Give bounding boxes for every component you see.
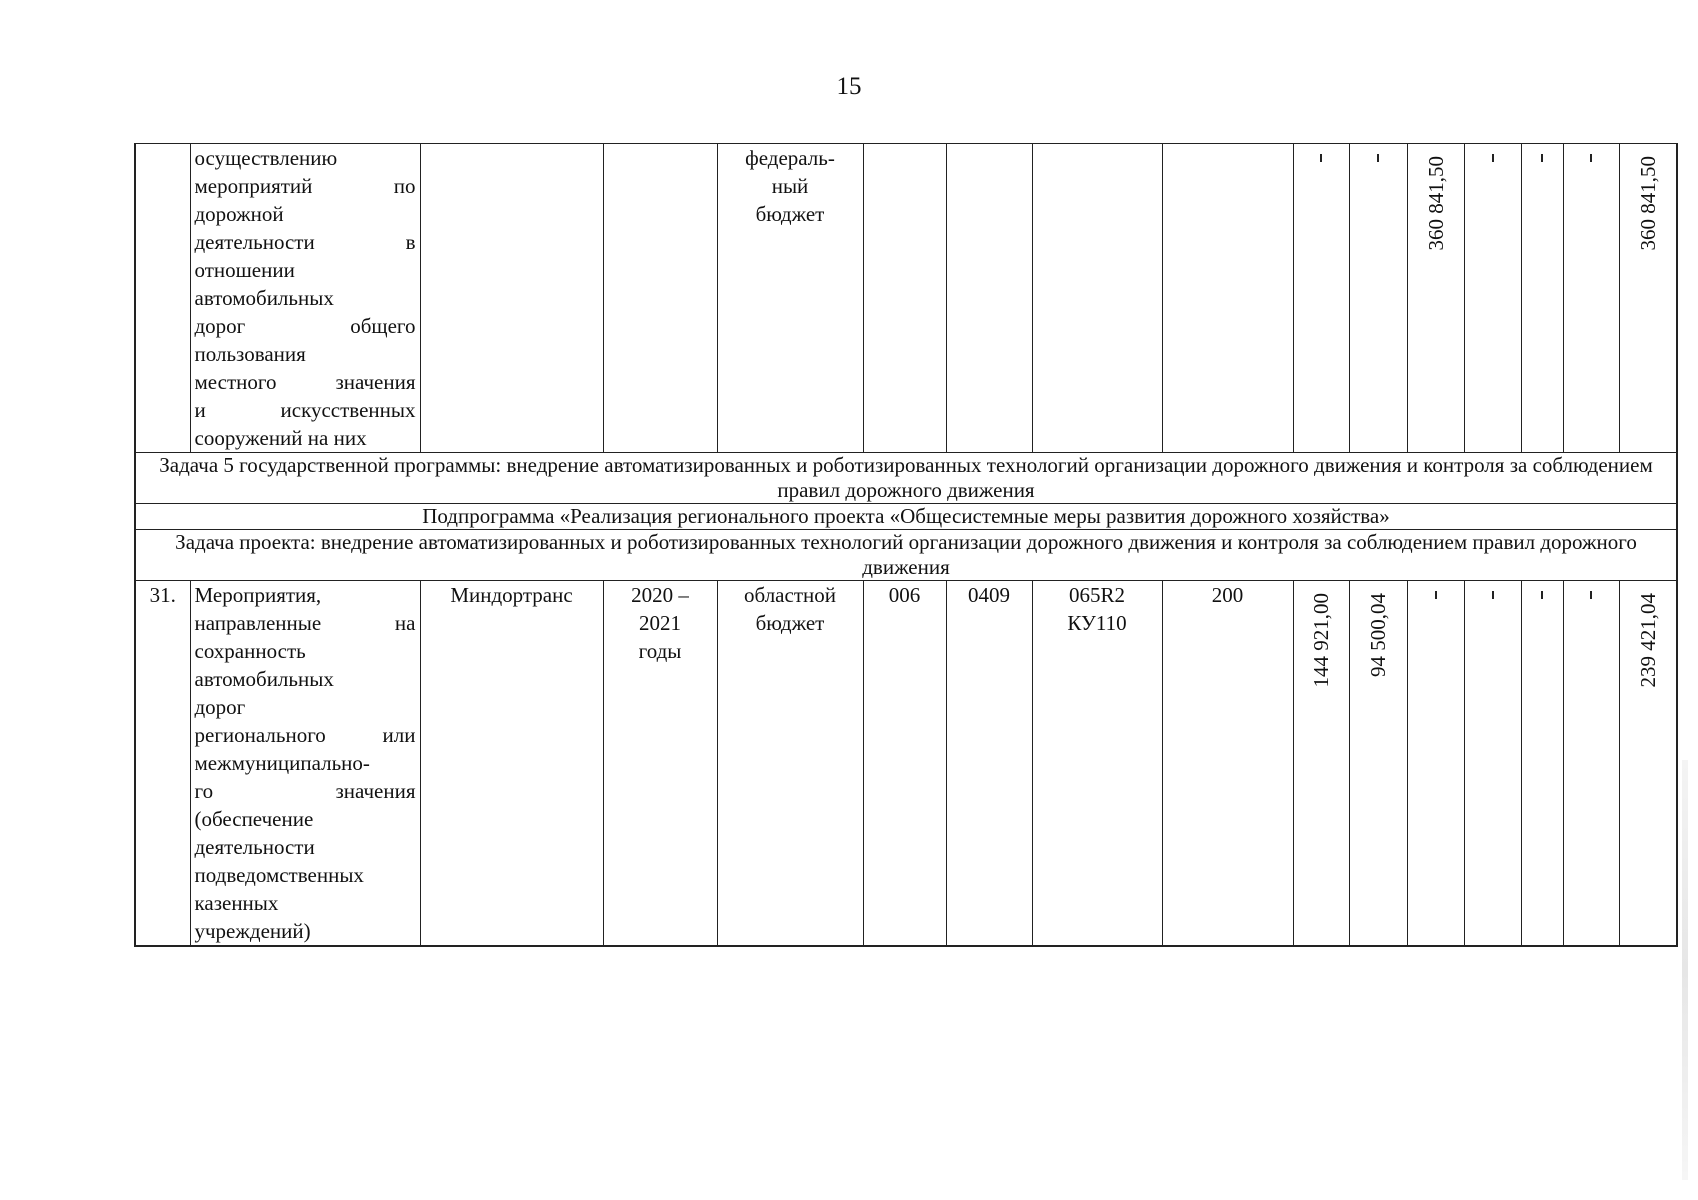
csr-cell: [1032, 144, 1162, 453]
year-2021-value: 94 500,04: [1366, 593, 1390, 677]
description-cell: осуществлению мероприятий по дорожной деятельности в отношении автомобильных дорог общего пользования местного значения и искусственных сооружений на них: [190, 144, 420, 453]
budget-table: [134, 143, 1678, 947]
dash-mark: [1590, 591, 1592, 599]
scan-edge-artifact: [1682, 760, 1688, 1180]
year-2022-cell: [1407, 581, 1464, 947]
year-2021-cell: [1349, 581, 1407, 947]
year-2020-cell: [1293, 581, 1349, 947]
vr-cell: [1162, 144, 1293, 453]
table-row: [135, 581, 1677, 947]
rzpr-cell: 0409: [946, 581, 1032, 947]
description-cell: Мероприятия, направленные на сохранность автомобильных дорог регионального или межмуниципально- го значения (обеспечение деятельности подведомственных казенных учреждений): [190, 581, 420, 947]
section-heading-row: [135, 504, 1677, 530]
year-2020-value: 144 921,00: [1309, 593, 1333, 688]
section-heading-row: [135, 453, 1677, 504]
total-cell: [1619, 581, 1677, 947]
dash-mark: [1541, 154, 1543, 162]
dash-mark: [1492, 154, 1494, 162]
funding-source-cell: федераль-ный бюджет: [717, 144, 863, 453]
dash-mark: [1377, 154, 1379, 162]
executor-cell: Миндортранс: [420, 581, 603, 947]
period-cell: 2020 – 2021 годы: [603, 581, 717, 947]
total-value: 239 421,04: [1635, 593, 1660, 688]
grbs-cell: 006: [863, 581, 946, 947]
project-task-heading: Задача проекта: внедрение автоматизированных и роботизированных технологий организации дорожного движения и контроля за соблюдением правил дорожного движения: [135, 530, 1677, 581]
row-number-cell: 31.: [135, 581, 190, 947]
year-2021-cell: [1349, 144, 1407, 453]
period-cell: [603, 144, 717, 453]
total-cell: [1619, 144, 1677, 453]
executor-cell: [420, 144, 603, 453]
funding-source-cell: областной бюджет: [717, 581, 863, 947]
year-2025-cell: [1563, 144, 1619, 453]
rzpr-cell: [946, 144, 1032, 453]
subprogram-heading: Подпрограмма «Реализация регионального проекта «Общесистемные меры развития дорожного хозяйства»: [135, 504, 1677, 530]
year-2022-value: 360 841,50: [1423, 156, 1448, 251]
dash-mark: [1541, 591, 1543, 599]
year-2023-cell: [1464, 581, 1521, 947]
vr-cell: 200: [1162, 581, 1293, 947]
dash-mark: [1492, 591, 1494, 599]
year-2024-cell: [1521, 144, 1563, 453]
year-2020-cell: [1293, 144, 1349, 453]
year-2023-cell: [1464, 144, 1521, 453]
dash-mark: [1590, 154, 1592, 162]
dash-mark: [1435, 591, 1437, 599]
task5-heading: Задача 5 государственной программы: внедрение автоматизированных и роботизированных технологий организации дорожного движения и контроля за соблюдением правил дорожного движения: [135, 453, 1677, 504]
csr-cell: 065R2 КУ110: [1032, 581, 1162, 947]
dash-mark: [1320, 154, 1322, 162]
section-heading-row: [135, 530, 1677, 581]
year-2022-cell: [1407, 144, 1464, 453]
year-2024-cell: [1521, 581, 1563, 947]
year-2025-cell: [1563, 581, 1619, 947]
grbs-cell: [863, 144, 946, 453]
page-number: 15: [836, 73, 862, 100]
row-number-cell: [135, 144, 190, 453]
table-row: [135, 144, 1677, 453]
total-value: 360 841,50: [1635, 156, 1660, 251]
